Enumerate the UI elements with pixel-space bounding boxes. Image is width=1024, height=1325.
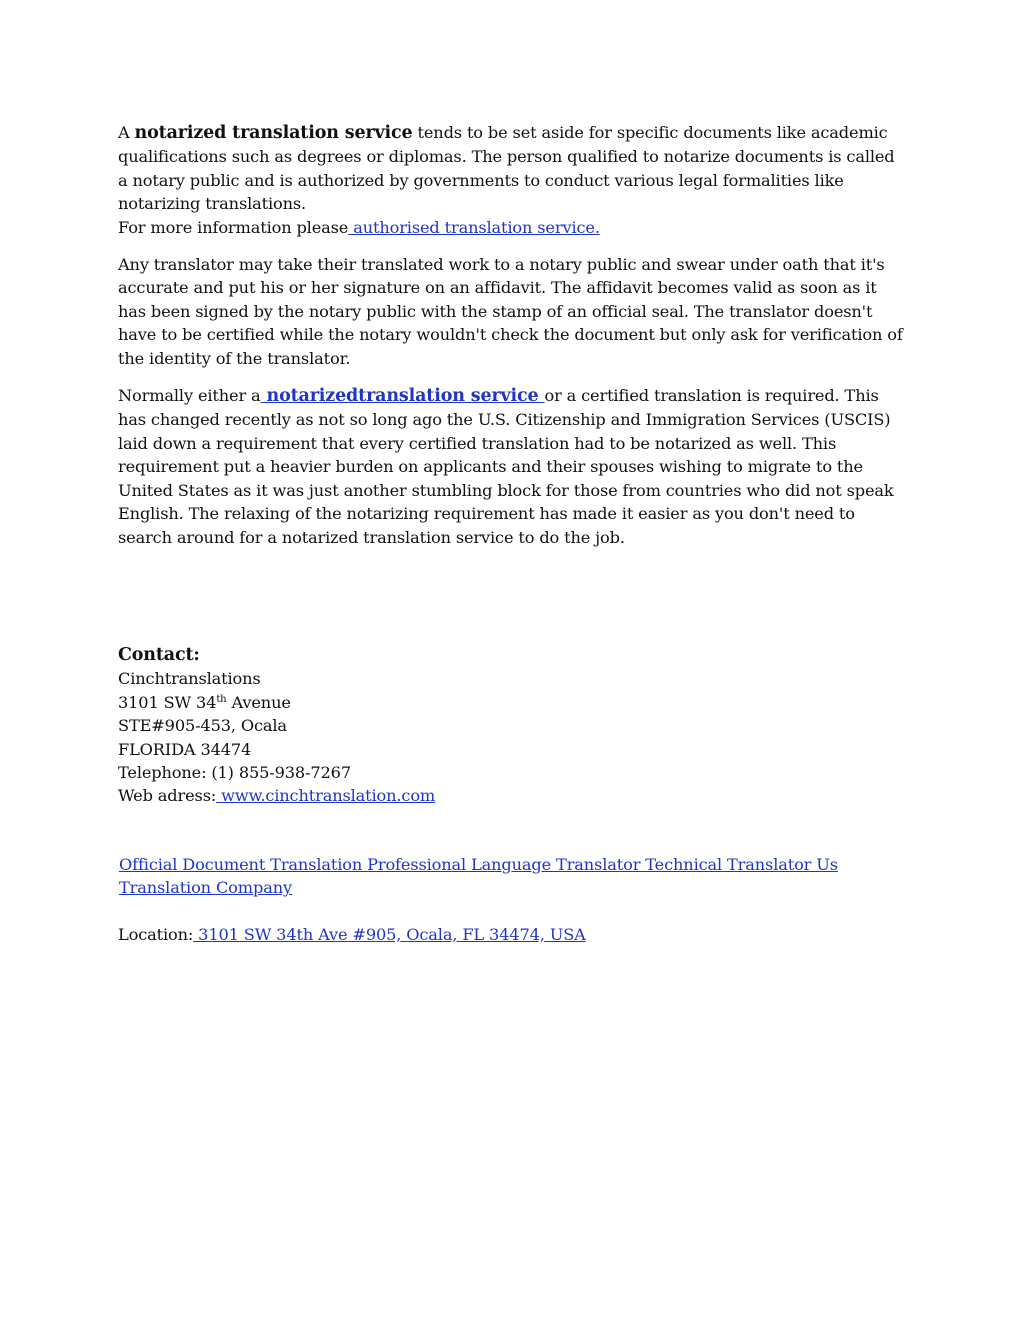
website-link[interactable]: www.cinchtranslation.com — [216, 786, 436, 806]
location-label: Location: — [118, 924, 194, 944]
address-line-2: STE#905-453, Ocala — [118, 716, 287, 736]
notarized-translation-link[interactable]: notarizedtranslation service — [260, 386, 545, 407]
footer-links — [118, 853, 839, 900]
more-info-prefix: For more information please — [118, 217, 349, 237]
intro-rest: tends to be set aside for specific documents like academic qualifications such as degrees or diplomas. The person qualified to notarize documents is called a notary public and is authorized by governments to conduct various legal formalities like notarizing translations. — [118, 123, 895, 214]
document-page — [118, 121, 908, 946]
address-line-1-sup: th — [216, 693, 227, 705]
paragraph-affidavit: Any translator may take their translated work to a notary public and swear under oath that it's accurate and put his or her signature on an affidavit. The affidavit becomes valid as soon as it has been signed by the notary public with the stamp of an official seal. The translator doesn't have to be certified while the notary wouldn't check the document but only ask for verification of the identity of the translator. — [118, 255, 903, 368]
web-address — [118, 784, 908, 807]
company-name: Cinchtranslations — [118, 669, 261, 689]
intro-lead: A — [118, 123, 135, 142]
paragraph-intro — [118, 121, 908, 239]
location-link[interactable]: 3101 SW 34th Ave #905, Ocala, FL 34474, USA — [193, 924, 586, 944]
contact-block — [118, 644, 908, 808]
requirement-lead: Normally either a — [118, 386, 261, 406]
contact-title: Contact: — [118, 644, 200, 665]
address-line-1-post: Avenue — [226, 692, 291, 712]
telephone: Telephone: (1) 855-938-7267 — [118, 762, 351, 782]
requirement-rest: or a certified translation is required. This has changed recently as not so long ago the U.S. Citizenship and Immigration Services (USCIS) laid down a requirement that every certified translation had to be notarized as well. This requirement put a heavier burden on applicants and their spouses wishing to migrate to the United States as it was just another stumbling block for those from countries who did not speak English. The relaxing of the notarizing requirement has made it easier as you don't need to search around for a notarized translation service to do the job. — [118, 386, 894, 547]
authorised-translation-link[interactable]: authorised translation service. — [348, 217, 600, 237]
location-line — [118, 923, 908, 946]
address-line-1-pre: 3101 SW 34 — [118, 692, 217, 712]
intro-bold-term: notarized translation service — [134, 123, 413, 143]
address-line-3: FLORIDA 34474 — [118, 739, 252, 759]
address-line-1 — [118, 691, 908, 714]
services-link[interactable]: Official Document Translation Professional Language Translator Technical Translator Us Translation Company — [119, 854, 838, 898]
web-address-label: Web adress: — [118, 786, 217, 806]
paragraph-requirement — [118, 384, 908, 549]
